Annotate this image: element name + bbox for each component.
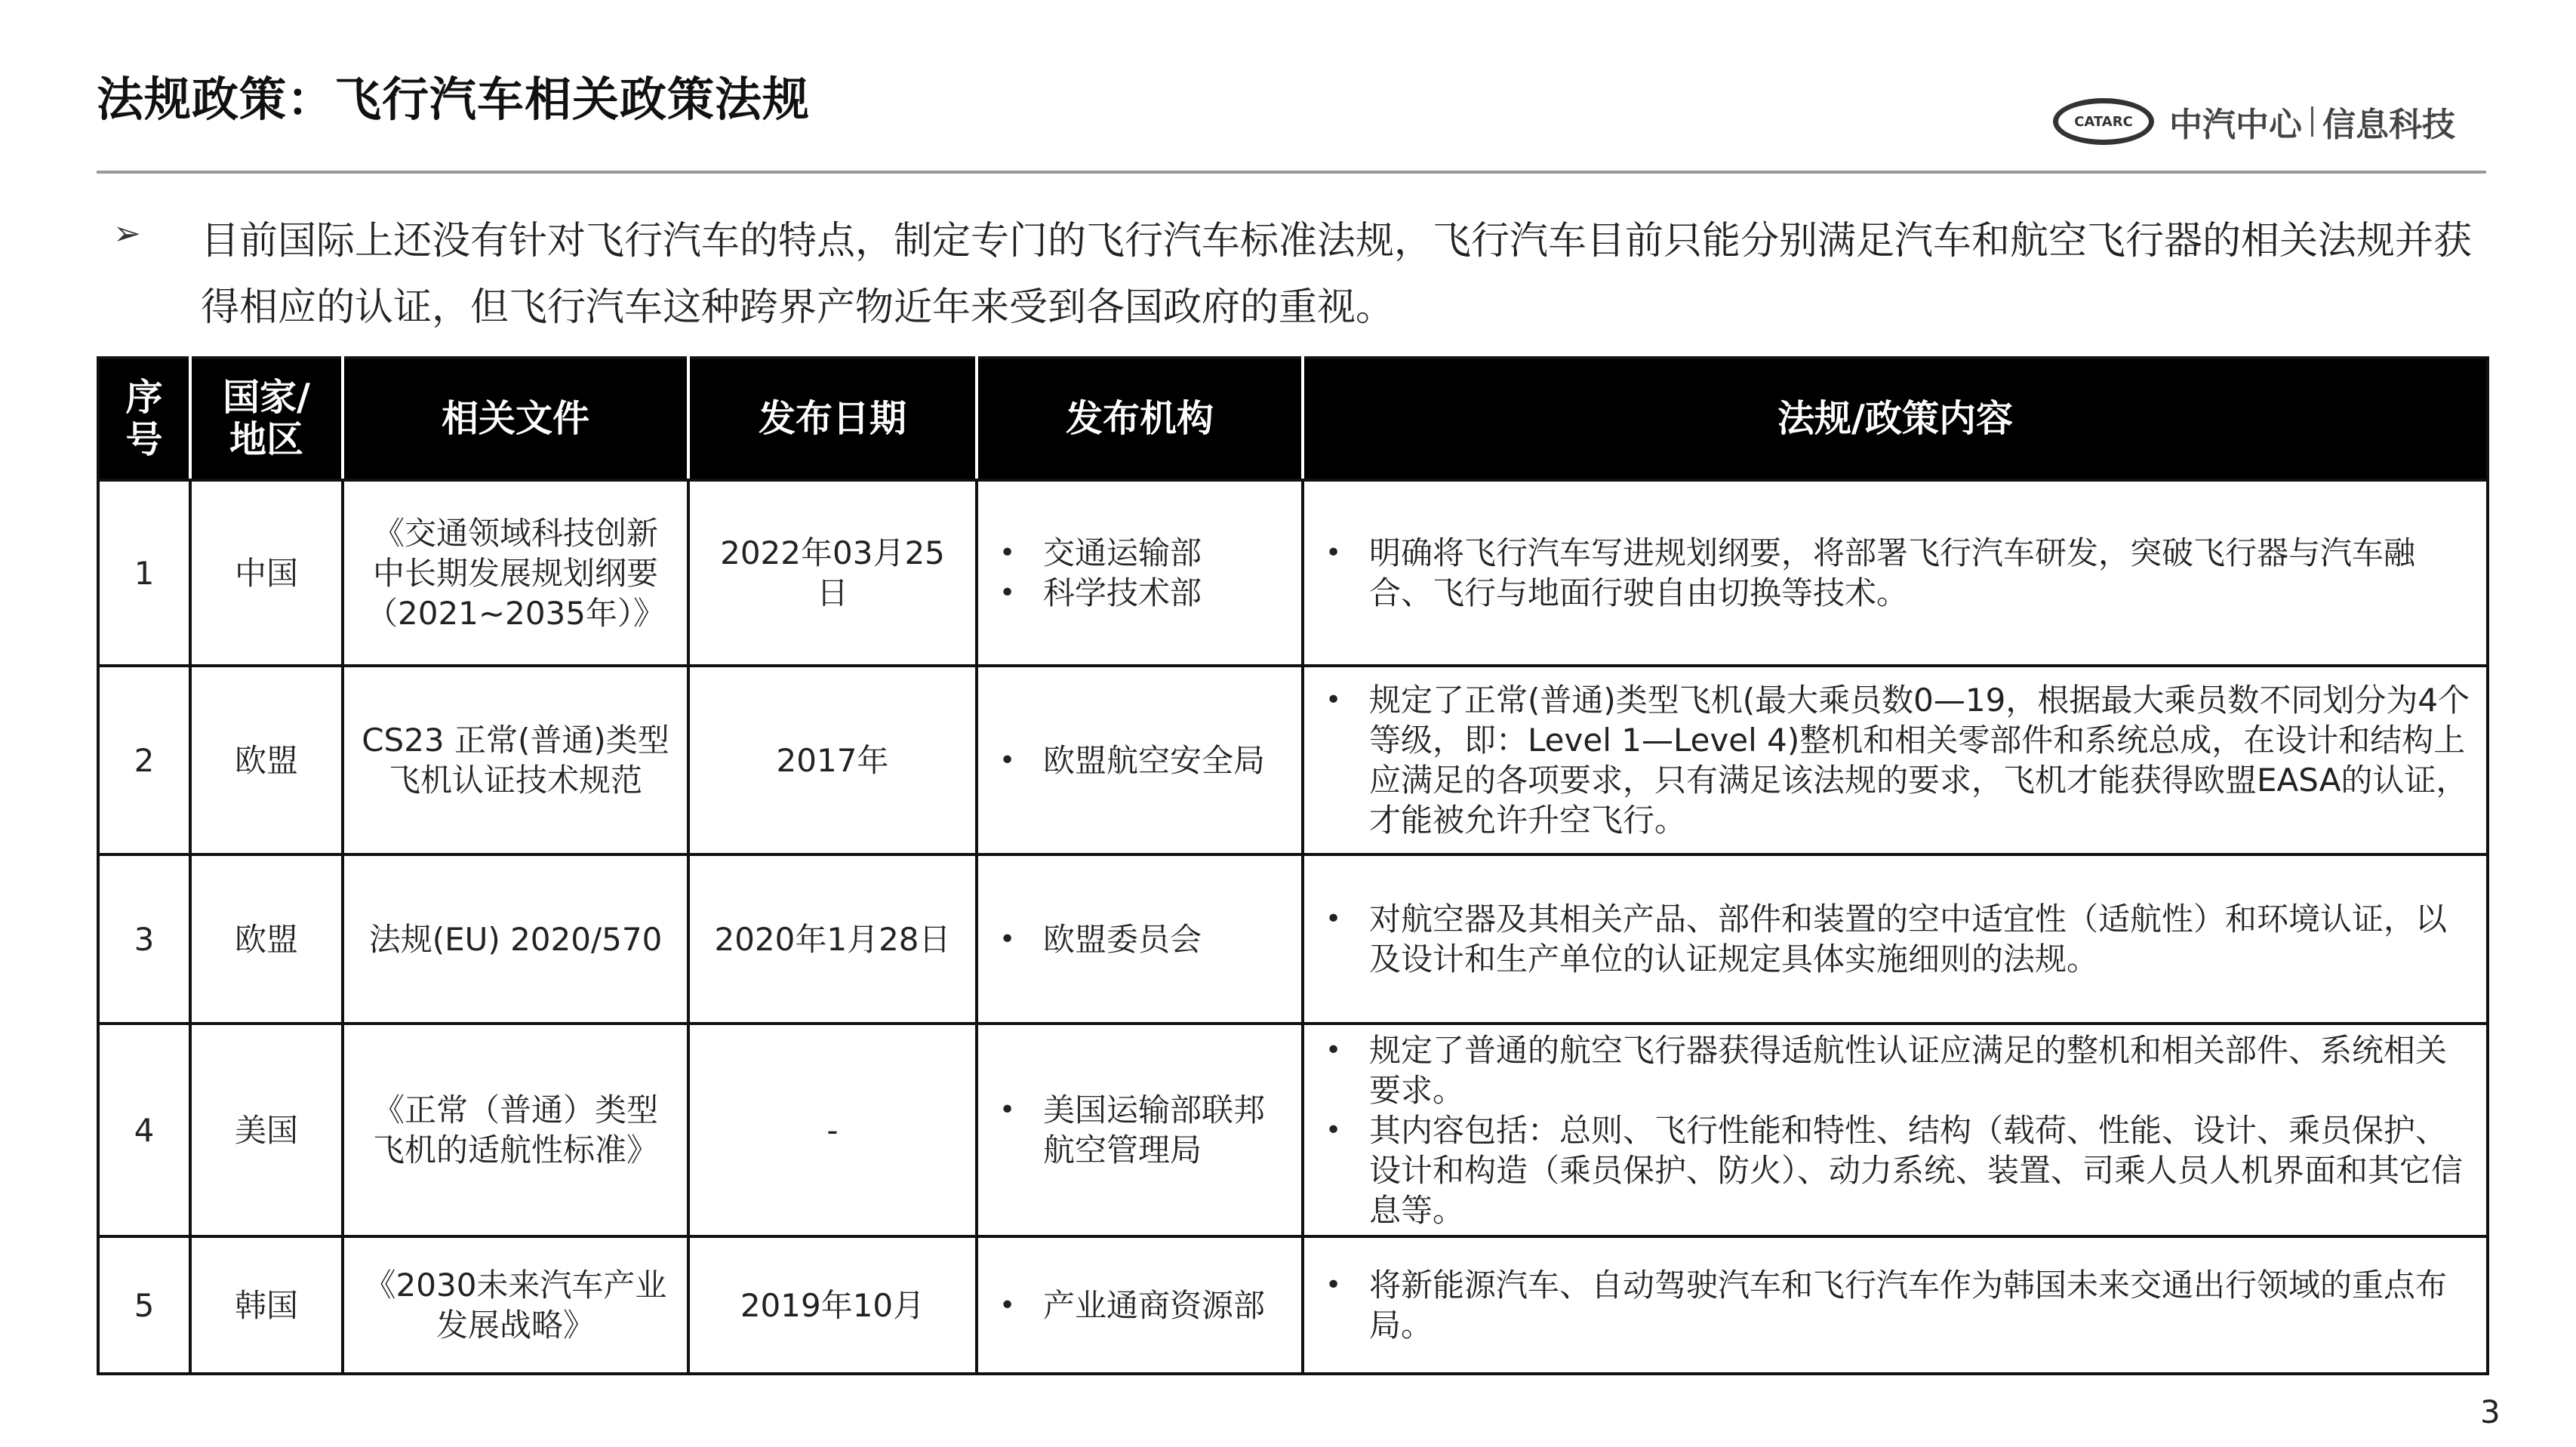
cell-agency <box>977 1024 1303 1236</box>
header-divider <box>97 171 2486 174</box>
cell-date: 2022年03月25日 <box>688 480 977 666</box>
cell-document: 《2030未来汽车产业发展战略》 <box>343 1236 688 1374</box>
cell-region: 美国 <box>190 1024 343 1236</box>
content-item: • 其内容包括：总则、飞行性能和特性、结构（载荷、性能、设计、乘员保护、设计和构造（乘员保护、防火）、动力系统、装置、司乘人员人机界面和其它信息等。 <box>1322 1110 2471 1230</box>
logo-name: 中汽中心 <box>2169 106 2302 144</box>
logo-subtitle: 信息科技 <box>2322 106 2455 144</box>
cell-index: 2 <box>98 666 190 854</box>
cell-content <box>1303 1236 2488 1374</box>
table-header-row <box>98 358 2488 480</box>
cell-agency <box>977 1236 1303 1374</box>
content-item: • 规定了正常(普通)类型飞机(最大乘员数0—19，根据最大乘员数不同划分为4个等级，即：Level 1—Level 4)整机和相关零部件和系统总成，在设计和结构上应满足的各项要求，只有满足该法规的要求，飞机才能获得欧盟EASA的认证，才能被允许升空飞行。 <box>1322 680 2471 840</box>
header-content: 法规/政策内容 <box>1303 358 2488 480</box>
cell-index: 3 <box>98 854 190 1024</box>
logo-separator <box>2311 106 2313 137</box>
agency-item: • 美国运输部联邦航空管理局 <box>996 1090 1286 1170</box>
cell-region: 中国 <box>190 480 343 666</box>
policy-table <box>97 356 2489 1375</box>
header-date: 发布日期 <box>688 358 977 480</box>
cell-date: 2019年10月 <box>688 1236 977 1374</box>
cell-content <box>1303 854 2488 1024</box>
agency-item: • 欧盟航空安全局 <box>996 740 1286 780</box>
agency-item: • 科学技术部 <box>996 573 1286 613</box>
cell-region: 韩国 <box>190 1236 343 1374</box>
table-row <box>98 1236 2488 1374</box>
page-number: 3 <box>2480 1393 2501 1430</box>
content-item: • 明确将飞行汽车写进规划纲要，将部署飞行汽车研发，突破飞行器与汽车融合、飞行与地面行驶自由切换等技术。 <box>1322 533 2471 613</box>
cell-agency <box>977 666 1303 854</box>
header-agency: 发布机构 <box>977 358 1303 480</box>
table-row <box>98 666 2488 854</box>
cell-agency <box>977 480 1303 666</box>
cell-content <box>1303 1024 2488 1236</box>
header-document: 相关文件 <box>343 358 688 480</box>
header-index: 序号 <box>98 358 190 480</box>
cell-content <box>1303 480 2488 666</box>
cell-region: 欧盟 <box>190 854 343 1024</box>
content-item: • 将新能源汽车、自动驾驶汽车和飞行汽车作为韩国未来交通出行领域的重点布局。 <box>1322 1265 2471 1345</box>
content-item: • 规定了普通的航空飞行器获得适航性认证应满足的整机和相关部件、系统相关要求。 <box>1322 1030 2471 1110</box>
table-row <box>98 480 2488 666</box>
table-row <box>98 854 2488 1024</box>
agency-item: • 产业通商资源部 <box>996 1285 1286 1325</box>
company-logo <box>2053 97 2455 146</box>
cell-date: 2020年1月28日 <box>688 854 977 1024</box>
header-region: 国家/地区 <box>190 358 343 480</box>
cell-document: 《交通领域科技创新中长期发展规划纲要（2021~2035年）》 <box>343 480 688 666</box>
cell-document: CS23 正常(普通)类型飞机认证技术规范 <box>343 666 688 854</box>
cell-index: 4 <box>98 1024 190 1236</box>
cell-date: - <box>688 1024 977 1236</box>
cell-date: 2017年 <box>688 666 977 854</box>
cell-document: 《正常（普通）类型飞机的适航性标准》 <box>343 1024 688 1236</box>
cell-content <box>1303 666 2488 854</box>
arrow-bullet-icon: ➢ <box>113 214 141 253</box>
logo-badge: CATARC <box>2053 98 2154 145</box>
cell-index: 5 <box>98 1236 190 1374</box>
page-title: 法规政策：飞行汽车相关政策法规 <box>97 72 811 127</box>
content-item: • 对航空器及其相关产品、部件和装置的空中适宜性（适航性）和环境认证，以及设计和生产单位的认证规定具体实施细则的法规。 <box>1322 899 2471 979</box>
agency-item: • 欧盟委员会 <box>996 919 1286 959</box>
cell-document: 法规(EU) 2020/570 <box>343 854 688 1024</box>
agency-item: • 交通运输部 <box>996 533 1286 573</box>
intro-text: 目前国际上还没有针对飞行汽车的特点，制定专门的飞行汽车标准法规，飞行汽车目前只能分别满足汽车和航空飞行器的相关法规并获得相应的认证，但飞行汽车这种跨界产物近年来受到各国政府的重视。 <box>201 219 2473 330</box>
cell-region: 欧盟 <box>190 666 343 854</box>
table-row <box>98 1024 2488 1236</box>
cell-agency <box>977 854 1303 1024</box>
intro-paragraph <box>113 208 2491 341</box>
cell-index: 1 <box>98 480 190 666</box>
